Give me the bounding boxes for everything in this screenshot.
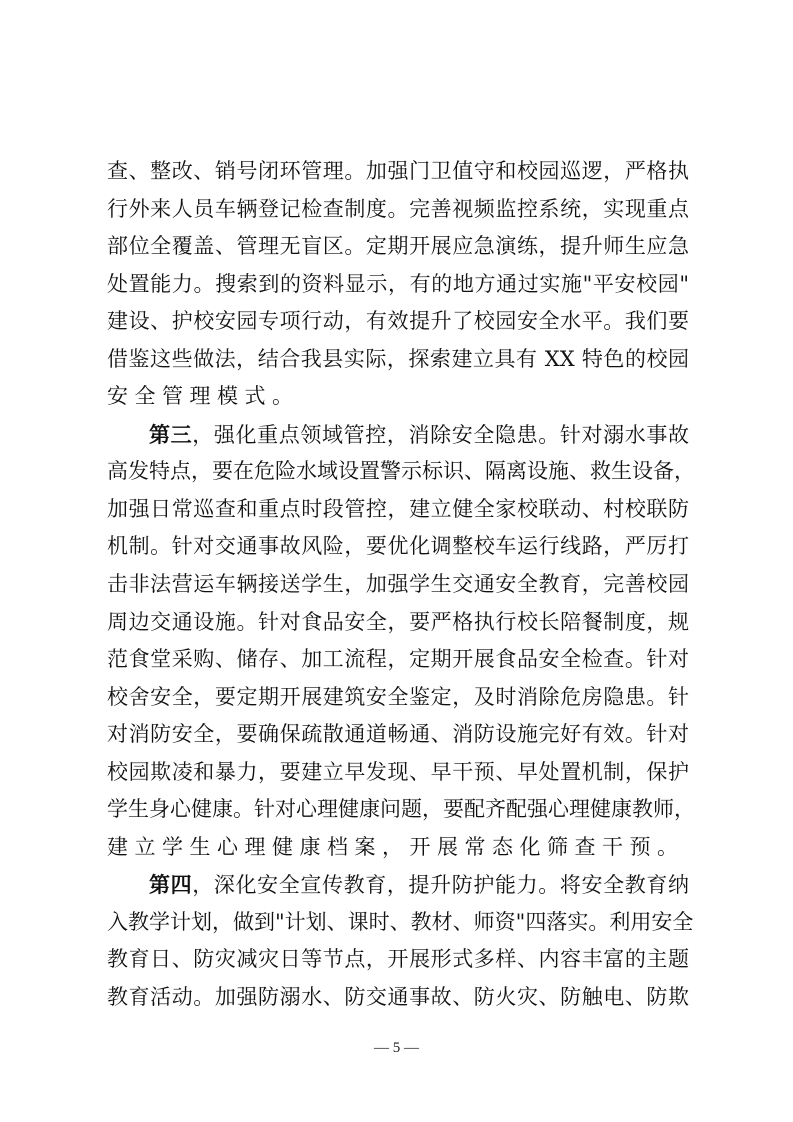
text-line [107, 228, 689, 266]
line-text: 机制。针对交通事故风险，要优化调整校车运行线路，严厉打 [107, 534, 689, 559]
line-text: 校舍安全，要定期开展建筑安全鉴定，及时消除危房隐患。针 [107, 684, 689, 709]
line-text: 对消防安全，要确保疏散通道畅通、消防设施完好有效。针对 [107, 722, 689, 747]
text-line [107, 979, 689, 1017]
text-line [107, 378, 689, 416]
paragraph-lead: 第四 [149, 872, 193, 898]
text-line [107, 266, 689, 304]
paragraph-lead: 第三 [149, 421, 193, 447]
line-text: ，深化安全宣传教育，提升防护能力。将安全教育纳 [192, 873, 689, 898]
text-line [107, 191, 689, 229]
text-line [107, 791, 695, 829]
text-line [107, 416, 689, 454]
text-line [107, 904, 694, 942]
text-line [107, 153, 689, 191]
line-text: 建立学生心理健康档案，开展常态化筛查干预。 [107, 834, 685, 859]
line-text: 安全管理模式。 [107, 384, 300, 409]
text-line [107, 566, 689, 604]
line-text: 击非法营运车辆接送学生，加强学生交通安全教育，完善校园 [107, 572, 689, 597]
line-text: 借鉴这些做法，结合我县实际，探索建立具有 XX 特色的校园 [107, 346, 689, 371]
text-line [107, 866, 689, 904]
line-text: 教育日、防灾减灾日等节点，开展形式多样、内容丰富的主题 [107, 947, 689, 972]
text-line [107, 491, 689, 529]
line-text: ，强化重点领域管控，消除安全隐患。针对溺水事故 [192, 422, 689, 447]
line-text: 入教学计划，做到"计划、课时、教材、师资"四落实。利用安全 [107, 909, 694, 934]
text-line [107, 528, 689, 566]
text-line [107, 604, 689, 642]
line-text: 建设、护校安园专项行动，有效提升了校园安全水平。我们要 [107, 309, 689, 334]
line-text: 范食堂采购、储存、加工流程，定期开展食品安全检查。针对 [107, 647, 689, 672]
page-number: — 5 — [374, 1040, 419, 1056]
text-line [107, 341, 689, 379]
text-line [107, 829, 689, 867]
line-text: 查、整改、销号闭环管理。加强门卫值守和校园巡逻，严格执 [107, 159, 689, 183]
text-line [107, 716, 689, 754]
line-text: 高发特点，要在危险水域设置警示标识、隔离设施、救生设备， [107, 459, 695, 484]
text-line [107, 303, 689, 341]
text-line [107, 453, 695, 491]
line-text: 学生身心健康。针对心理健康问题，要配齐配强心理健康教师， [107, 797, 695, 822]
line-text: 行外来人员车辆登记检查制度。完善视频监控系统，实现重点 [107, 196, 689, 221]
line-text: 部位全覆盖、管理无盲区。定期开展应急演练，提升师生应急 [107, 234, 689, 259]
line-text: 加强日常巡查和重点时段管控，建立健全家校联动、村校联防 [107, 496, 689, 521]
text-line [107, 641, 689, 679]
line-text: 教育活动。加强防溺水、防交通事故、防火灾、防触电、防欺 [107, 985, 689, 1010]
text-line [107, 679, 689, 717]
document-body [107, 153, 695, 1017]
text-line [107, 941, 689, 979]
line-text: 处置能力。搜索到的资料显示，有的地方通过实施"平安校园" [107, 271, 689, 296]
text-line [107, 754, 689, 792]
line-text: 周边交通设施。针对食品安全，要严格执行校长陪餐制度，规 [107, 609, 689, 634]
line-text: 校园欺凌和暴力，要建立早发现、早干预、早处置机制，保护 [107, 759, 689, 784]
